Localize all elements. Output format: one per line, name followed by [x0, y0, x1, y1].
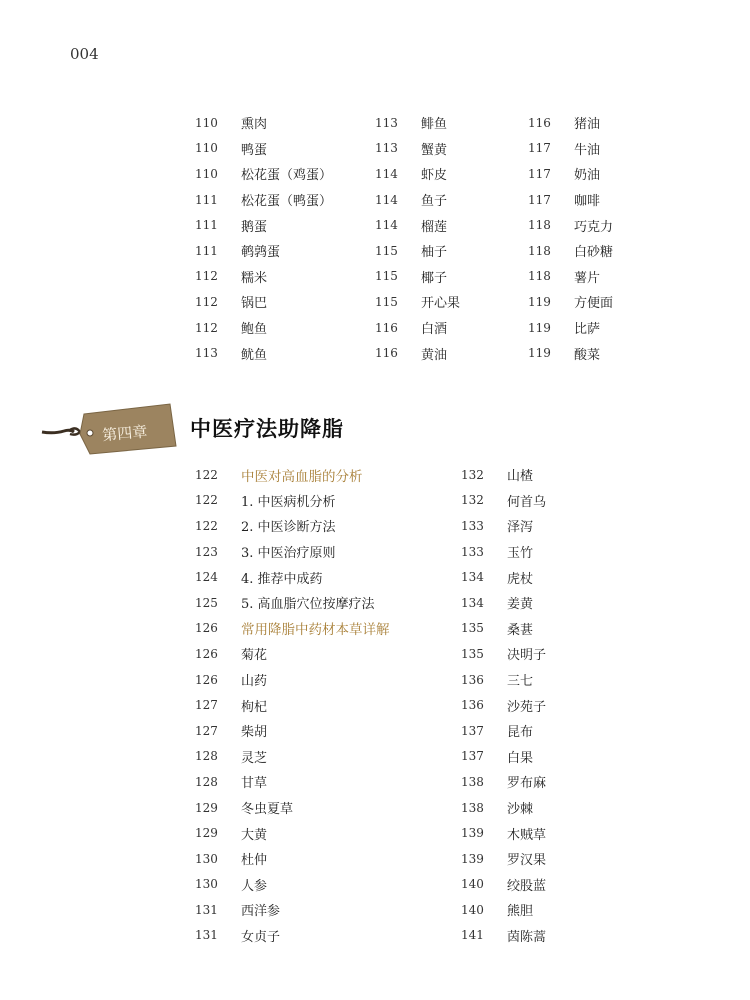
- toc-page-number: 110: [195, 141, 218, 156]
- toc-entry[interactable]: [195, 289, 332, 315]
- toc-entry[interactable]: [195, 667, 390, 693]
- toc-entry-title: 鹅蛋: [241, 219, 268, 235]
- toc-entry-title: 薯片: [574, 270, 601, 286]
- toc-column-left: [195, 462, 390, 948]
- toc-entry-title: 开心果: [421, 296, 461, 312]
- toc-entry[interactable]: [375, 315, 460, 341]
- toc-entry[interactable]: [195, 820, 390, 846]
- toc-entry-title: 榴莲: [421, 219, 448, 235]
- toc-entry-title: 罗布麻: [507, 776, 547, 792]
- toc-entry-title: 枸杞: [241, 699, 268, 715]
- toc-page-number: 112: [195, 294, 218, 309]
- toc-page-number: 115: [375, 269, 398, 284]
- toc-page-number: 127: [195, 723, 218, 738]
- toc-entry[interactable]: [195, 872, 390, 898]
- toc-entry-title: 鹌鹑蛋: [241, 245, 281, 261]
- toc-page-number: 110: [195, 115, 218, 130]
- toc-entry-title: 椰子: [421, 270, 448, 286]
- toc-entry-title: 蟹黄: [421, 142, 448, 158]
- toc-entry[interactable]: [195, 846, 390, 872]
- toc-entry-title: 沙苑子: [507, 699, 547, 715]
- toc-entry[interactable]: [195, 897, 390, 923]
- toc-page-number: 137: [461, 723, 484, 738]
- toc-entry-title: 山药: [241, 674, 268, 690]
- toc-page-number: 119: [528, 346, 551, 361]
- toc-entry-title: 甘草: [241, 776, 268, 792]
- toc-entry[interactable]: [528, 315, 613, 341]
- toc-entry[interactable]: [195, 692, 390, 718]
- toc-page-number: 130: [195, 851, 218, 866]
- toc-entry-title: 熏肉: [241, 117, 268, 133]
- toc-page-number: 138: [461, 774, 484, 789]
- toc-entry[interactable]: [528, 110, 613, 136]
- toc-page-number: 118: [528, 269, 551, 284]
- toc-page-number: 111: [195, 218, 218, 233]
- toc-entry[interactable]: [461, 462, 546, 488]
- toc-entry-title: 女贞子: [241, 929, 281, 945]
- toc-entry-title: 柴胡: [241, 725, 268, 741]
- toc-entry[interactable]: [375, 238, 460, 264]
- toc-page-number: 137: [461, 749, 484, 764]
- toc-entry[interactable]: [375, 187, 460, 213]
- toc-page-number: 134: [461, 595, 484, 610]
- toc-entry[interactable]: [195, 187, 332, 213]
- toc-entry[interactable]: [195, 513, 390, 539]
- toc-page-number: 116: [375, 346, 398, 361]
- toc-entry-title: 山楂: [507, 469, 534, 485]
- toc-entry-title: 何首乌: [507, 494, 547, 510]
- toc-entry[interactable]: [461, 820, 546, 846]
- toc-page-number: 131: [195, 928, 218, 943]
- toc-page-number: 126: [195, 672, 218, 687]
- toc-entry[interactable]: [195, 462, 390, 488]
- toc-entry[interactable]: [195, 264, 332, 290]
- chapter-title: 中医疗法助降脂: [190, 417, 344, 441]
- toc-entry[interactable]: [195, 238, 332, 264]
- toc-entry-title: 锅巴: [241, 296, 268, 312]
- toc-entry-title: 猪油: [574, 117, 601, 133]
- toc-page-number: 110: [195, 166, 218, 181]
- toc-entry-title: 5. 高血脂穴位按摩疗法: [241, 597, 375, 613]
- toc-page-number: 135: [461, 621, 484, 636]
- toc-entry[interactable]: [461, 641, 546, 667]
- toc-page-number: 119: [528, 320, 551, 335]
- toc-page-number: 124: [195, 570, 218, 585]
- toc-entry[interactable]: [461, 795, 546, 821]
- toc-entry[interactable]: [528, 264, 613, 290]
- toc-entry-title: 比萨: [574, 322, 601, 338]
- toc-entry[interactable]: [461, 539, 546, 565]
- toc-entry-title: 咖啡: [574, 194, 601, 210]
- toc-entry[interactable]: [195, 488, 390, 514]
- toc-entry[interactable]: [195, 718, 390, 744]
- toc-entry[interactable]: [195, 110, 332, 136]
- toc-entry-title: 巧克力: [574, 219, 614, 235]
- toc-entry-title: 白砂糖: [574, 245, 614, 261]
- toc-entry[interactable]: [528, 238, 613, 264]
- toc-entry[interactable]: [375, 161, 460, 187]
- toc-entry[interactable]: [375, 136, 460, 162]
- toc-page-number: 127: [195, 698, 218, 713]
- toc-entry[interactable]: [461, 590, 546, 616]
- toc-entry[interactable]: [461, 564, 546, 590]
- toc-entry-title: 木贼草: [507, 827, 547, 843]
- toc-section-heading: 常用降脂中药材本草详解: [241, 622, 390, 639]
- toc-entry-title: 牛油: [574, 142, 601, 158]
- toc-entry-title: 糯米: [241, 270, 268, 286]
- toc-page-number: 117: [528, 166, 551, 181]
- toc-entry-title: 沙棘: [507, 802, 534, 818]
- toc-page-number: 126: [195, 621, 218, 636]
- toc-entry[interactable]: [195, 616, 390, 642]
- page-number: 004: [70, 45, 99, 63]
- toc-bottom-section: [0, 462, 750, 962]
- toc-entry-title: 罗汉果: [507, 853, 547, 869]
- toc-page-number: 115: [375, 294, 398, 309]
- toc-entry-title: 绞股蓝: [507, 878, 547, 894]
- toc-column-1: [195, 110, 332, 366]
- toc-top-section: [0, 110, 750, 370]
- toc-entry[interactable]: [528, 161, 613, 187]
- toc-entry-title: 4. 推荐中成药: [241, 571, 323, 587]
- toc-page-number: 113: [195, 346, 218, 361]
- toc-page-number: 112: [195, 320, 218, 335]
- toc-entry-title: 鸭蛋: [241, 142, 268, 158]
- toc-page-number: 111: [195, 243, 218, 258]
- toc-page-number: 118: [528, 243, 551, 258]
- toc-entry-title: 方便面: [574, 296, 614, 312]
- toc-entry[interactable]: [195, 161, 332, 187]
- toc-entry[interactable]: [195, 744, 390, 770]
- toc-page-number: 125: [195, 595, 218, 610]
- toc-entry-title: 灵芝: [241, 750, 268, 766]
- toc-entry[interactable]: [461, 692, 546, 718]
- toc-entry-title: 柚子: [421, 245, 448, 261]
- toc-entry-title: 决明子: [507, 648, 547, 664]
- toc-entry[interactable]: [195, 641, 390, 667]
- toc-entry[interactable]: [195, 539, 390, 565]
- toc-entry-title: 虾皮: [421, 168, 448, 184]
- toc-page-number: 128: [195, 749, 218, 764]
- toc-entry[interactable]: [461, 718, 546, 744]
- toc-entry-title: 大黄: [241, 827, 268, 843]
- toc-page-number: 117: [528, 192, 551, 207]
- toc-entry-title: 玉竹: [507, 546, 534, 562]
- toc-entry[interactable]: [528, 340, 613, 366]
- toc-page-number: 113: [375, 141, 398, 156]
- toc-entry[interactable]: [195, 212, 332, 238]
- toc-page-number: 112: [195, 269, 218, 284]
- toc-entry-title: 松花蛋（鸡蛋）: [241, 168, 333, 184]
- toc-entry-title: 姜黄: [507, 597, 534, 613]
- toc-page-number: 128: [195, 774, 218, 789]
- toc-page-number: 132: [461, 467, 484, 482]
- toc-page-number: 131: [195, 902, 218, 917]
- toc-page-number: 118: [528, 218, 551, 233]
- toc-page-number: 122: [195, 493, 218, 508]
- toc-entry-title: 鱼子: [421, 194, 448, 210]
- toc-entry[interactable]: [375, 340, 460, 366]
- toc-entry[interactable]: [375, 212, 460, 238]
- toc-entry-title: 鲍鱼: [241, 322, 268, 338]
- toc-entry-title: 1. 中医病机分析: [241, 494, 336, 510]
- toc-page-number: 114: [375, 192, 398, 207]
- toc-entry[interactable]: [375, 110, 460, 136]
- toc-entry[interactable]: [195, 769, 390, 795]
- toc-page-number: 130: [195, 877, 218, 892]
- toc-entry-title: 虎杖: [507, 571, 534, 587]
- toc-entry[interactable]: [461, 872, 546, 898]
- toc-page-number: 140: [461, 877, 484, 892]
- toc-page-number: 140: [461, 902, 484, 917]
- toc-page-number: 136: [461, 698, 484, 713]
- toc-page-number: 113: [375, 115, 398, 130]
- toc-entry[interactable]: [195, 923, 390, 949]
- toc-page-number: 139: [461, 851, 484, 866]
- toc-page-number: 135: [461, 646, 484, 661]
- toc-entry[interactable]: [461, 846, 546, 872]
- toc-entry-title: 白酒: [421, 322, 448, 338]
- toc-entry-title: 鲱鱼: [421, 117, 448, 133]
- toc-entry[interactable]: [461, 897, 546, 923]
- toc-entry[interactable]: [195, 315, 332, 341]
- toc-page-number: 134: [461, 570, 484, 585]
- toc-entry[interactable]: [461, 616, 546, 642]
- toc-entry[interactable]: [195, 340, 332, 366]
- chapter-tag: [40, 396, 180, 458]
- toc-section-heading: 中医对高血脂的分析: [241, 468, 363, 485]
- toc-page-number: 139: [461, 826, 484, 841]
- toc-entry[interactable]: [528, 136, 613, 162]
- toc-page-number: 141: [461, 928, 484, 943]
- toc-entry-title: 杜仲: [241, 853, 268, 869]
- toc-entry-title: 熊胆: [507, 904, 534, 920]
- toc-entry[interactable]: [195, 564, 390, 590]
- toc-page-number: 132: [461, 493, 484, 508]
- toc-page-number: 133: [461, 544, 484, 559]
- toc-entry-title: 白果: [507, 750, 534, 766]
- toc-entry[interactable]: [461, 667, 546, 693]
- toc-entry-title: 泽泻: [507, 520, 534, 536]
- chapter-tag-label: 第四章: [101, 422, 148, 445]
- toc-page-number: 116: [528, 115, 551, 130]
- toc-entry-title: 3. 中医治疗原则: [241, 546, 336, 562]
- toc-entry-title: 松花蛋（鸭蛋）: [241, 194, 333, 210]
- toc-entry-title: 菊花: [241, 648, 268, 664]
- toc-page-number: 117: [528, 141, 551, 156]
- toc-page-number: 114: [375, 218, 398, 233]
- toc-page-number: 115: [375, 243, 398, 258]
- toc-entry[interactable]: [528, 289, 613, 315]
- toc-entry[interactable]: [195, 590, 390, 616]
- toc-page-number: 116: [375, 320, 398, 335]
- toc-entry-title: 桑葚: [507, 622, 534, 638]
- toc-entry[interactable]: [461, 923, 546, 949]
- toc-page-number: 133: [461, 518, 484, 533]
- toc-page-number: 129: [195, 826, 218, 841]
- toc-entry[interactable]: [528, 187, 613, 213]
- toc-entry-title: 昆布: [507, 725, 534, 741]
- toc-entry[interactable]: [461, 769, 546, 795]
- toc-entry-title: 奶油: [574, 168, 601, 184]
- toc-entry[interactable]: [528, 212, 613, 238]
- toc-page-number: 122: [195, 467, 218, 482]
- toc-entry-title: 西洋参: [241, 904, 281, 920]
- toc-entry[interactable]: [195, 136, 332, 162]
- toc-entry-title: 酸菜: [574, 347, 601, 363]
- toc-column-right: [461, 462, 546, 948]
- toc-entry[interactable]: [461, 744, 546, 770]
- toc-entry-title: 茵陈蒿: [507, 929, 547, 945]
- toc-entry-title: 人参: [241, 878, 268, 894]
- toc-page-number: 136: [461, 672, 484, 687]
- toc-page-number: 114: [375, 166, 398, 181]
- toc-entry-title: 冬虫夏草: [241, 802, 294, 818]
- toc-page-number: 123: [195, 544, 218, 559]
- toc-column-2: [375, 110, 460, 366]
- toc-page-number: 138: [461, 800, 484, 815]
- toc-entry-title: 黄油: [421, 347, 448, 363]
- toc-page-number: 129: [195, 800, 218, 815]
- toc-page-number: 119: [528, 294, 551, 309]
- toc-entry[interactable]: [461, 513, 546, 539]
- toc-page-number: 111: [195, 192, 218, 207]
- toc-column-3: [528, 110, 613, 366]
- toc-entry[interactable]: [461, 488, 546, 514]
- toc-entry-title: 三七: [507, 674, 534, 690]
- toc-page-number: 126: [195, 646, 218, 661]
- toc-entry-title: 鱿鱼: [241, 347, 268, 363]
- toc-page-number: 122: [195, 518, 218, 533]
- toc-entry[interactable]: [375, 264, 460, 290]
- toc-entry-title: 2. 中医诊断方法: [241, 520, 336, 536]
- tag-string-icon: [42, 430, 74, 433]
- toc-entry[interactable]: [375, 289, 460, 315]
- toc-entry[interactable]: [195, 795, 390, 821]
